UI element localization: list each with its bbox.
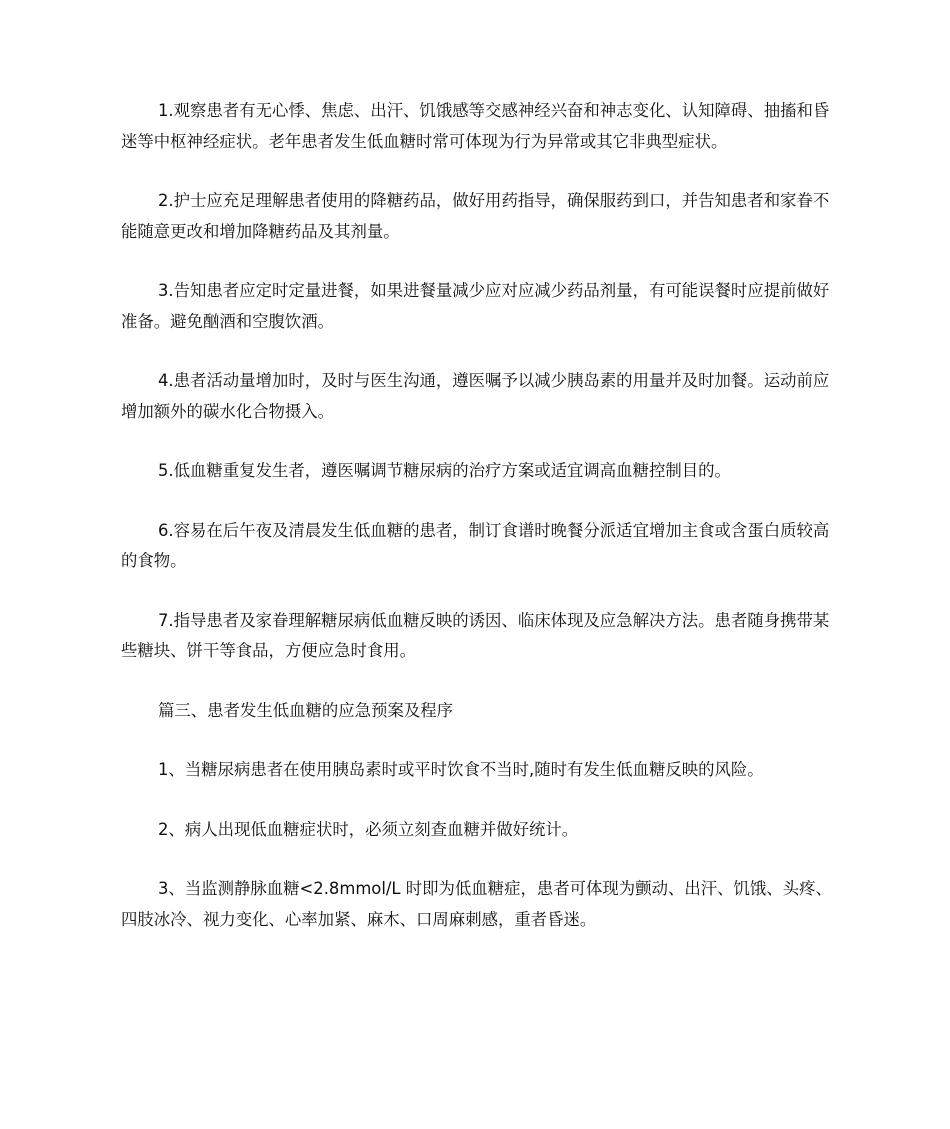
paragraph-observe-symptoms: 1.观察患者有无心悸、焦虑、出汗、饥饿感等交感神经兴奋和神志变化、认知障碍、抽搐和昏迷等中枢神经症状。老年患者发生低血糖时常可体现为行为异常或其它非典型症状。 <box>121 101 830 151</box>
paragraph-patient-education: 7.指导患者及家眷理解糖尿病低血糖反映的诱因、临床体现及应急解决方法。患者随身携带某些糖块、饼干等食品，方便应急时食用。 <box>121 610 830 660</box>
paragraph-diagnosis-threshold: 3、当监测静脉血糖<2.8mmol/L 时即为低血糖症，患者可体现为颤动、出汗、饥饿、头疼、四肢冰冷、视力变化、心率加紧、麻木、口周麻刺感，重者昏迷。 <box>121 879 832 929</box>
document-body <box>121 96 837 964</box>
paragraph-risk: 1、当糖尿病患者在使用胰岛素时或平时饮食不当时,随时有发生低血糖反映的风险。 <box>158 760 764 779</box>
paragraph-recurrent-hypoglycemia: 5.低血糖重复发生者，遵医嘱调节糖尿病的治疗方案或适宜调高血糖控制目的。 <box>158 461 731 480</box>
section-heading-emergency-plan: 篇三、患者发生低血糖的应急预案及程序 <box>158 700 454 720</box>
paragraph-activity-increase: 4.患者活动量增加时，及时与医生沟通，遵医嘱予以减少胰岛素的用量并及时加餐。运动前应增加额外的碳水化合物摄入。 <box>121 371 830 421</box>
paragraph-regular-meals: 3.告知患者应定时定量进餐，如果进餐量减少应对应减少药品剂量，有可能误餐时应提前做好准备。避免酗酒和空腹饮酒。 <box>121 281 830 331</box>
paragraph-medication-guidance: 2.护士应充足理解患者使用的降糖药品，做好用药指导，确保服药到口，并告知患者和家眷不能随意更改和增加降糖药品及其剂量。 <box>121 191 830 241</box>
paragraph-check-glucose: 2、病人出现低血糖症状时，必须立刻查血糖并做好统计。 <box>158 819 579 839</box>
paragraph-night-hypoglycemia: 6.容易在后午夜及清晨发生低血糖的患者，制订食谱时晚餐分派适宜增加主食或含蛋白质较高的食物。 <box>121 520 830 570</box>
